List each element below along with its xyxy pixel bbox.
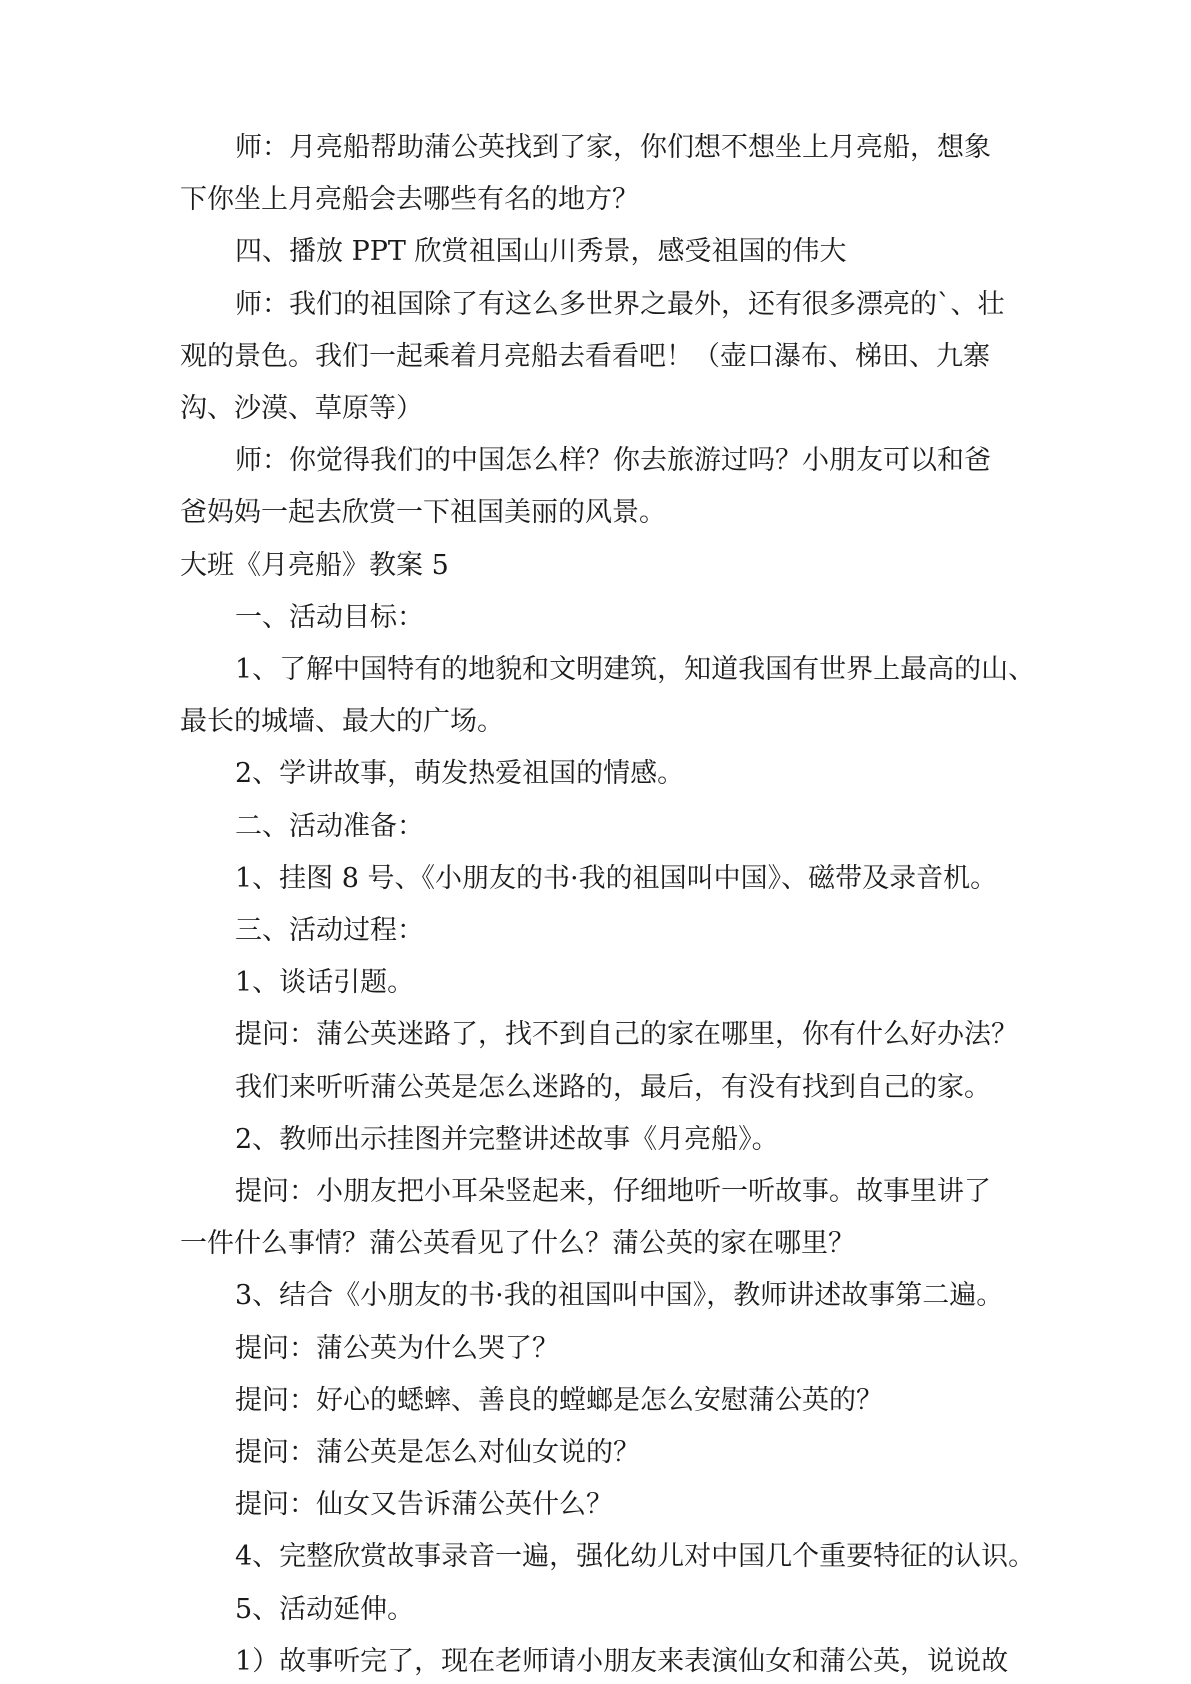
body-line: 1、谈话引题。 [235,967,415,999]
body-line: 提问：仙女又告诉蒲公英什么？ [235,1489,613,1521]
document-title: 大班《月亮船》教案 5 [180,549,449,581]
section-heading: 一、活动目标： [235,601,424,633]
body-line: 师：你觉得我们的中国怎么样？你去旅游过吗？小朋友可以和爸 [235,445,991,477]
body-line: 2、学讲故事，萌发热爱祖国的情感。 [235,758,685,790]
body-line: 2、教师出示挂图并完整讲述故事《月亮船》。 [235,1123,779,1155]
body-line: 提问：好心的蟋蟀、善良的螳螂是怎么安慰蒲公英的？ [235,1384,883,1416]
body-line: 3、结合《小朋友的书·我的祖国叫中国》，教师讲述故事第二遍。 [235,1280,1004,1312]
body-line: 提问：蒲公英迷路了，找不到自己的家在哪里，你有什么好办法？ [235,1019,1018,1051]
body-line: 师：月亮船帮助蒲公英找到了家，你们想不想坐上月亮船，想象 [235,132,991,163]
body-line: 4、完整欣赏故事录音一遍，强化幼儿对中国几个重要特征的认识。 [235,1541,1036,1573]
body-line: 师：我们的祖国除了有这么多世界之最外，还有很多漂亮的`、壮 [235,288,1005,320]
body-line: 提问：蒲公英为什么哭了？ [235,1332,559,1364]
section-heading: 四、播放 PPT 欣赏祖国山川秀景，感受祖国的伟大 [235,236,847,268]
body-line: 1）故事听完了，现在老师请小朋友来表演仙女和蒲公英，说说故 [235,1645,1009,1677]
body-line: 5、活动延伸。 [235,1593,415,1625]
body-line: 1、挂图 8 号、《小朋友的书·我的祖国叫中国》、磁带及录音机。 [235,862,998,894]
body-line: 我们来听听蒲公英是怎么迷路的，最后，有没有找到自己的家。 [235,1071,991,1103]
body-line: 最长的城墙、最大的广场。 [180,706,504,738]
body-line: 下你坐上月亮船会去哪些有名的地方？ [180,184,639,216]
body-line: 一件什么事情？蒲公英看见了什么？蒲公英的家在哪里？ [180,1228,855,1260]
body-line: 沟、沙漠、草原等） [180,393,423,424]
section-heading: 三、活动过程： [235,915,424,946]
body-line: 提问：小朋友把小耳朵竖起来，仔细地听一听故事。故事里讲了 [235,1176,991,1207]
body-line: 爸妈妈一起去欣赏一下祖国美丽的风景。 [180,497,666,529]
section-heading: 二、活动准备： [235,810,424,842]
body-line: 观的景色。我们一起乘着月亮船去看看吧！（壶口瀑布、梯田、九寨 [180,340,990,372]
body-line: 提问：蒲公英是怎么对仙女说的？ [235,1437,640,1468]
body-line: 1、了解中国特有的地貌和文明建筑，知道我国有世界上最高的山、 [235,654,1036,685]
